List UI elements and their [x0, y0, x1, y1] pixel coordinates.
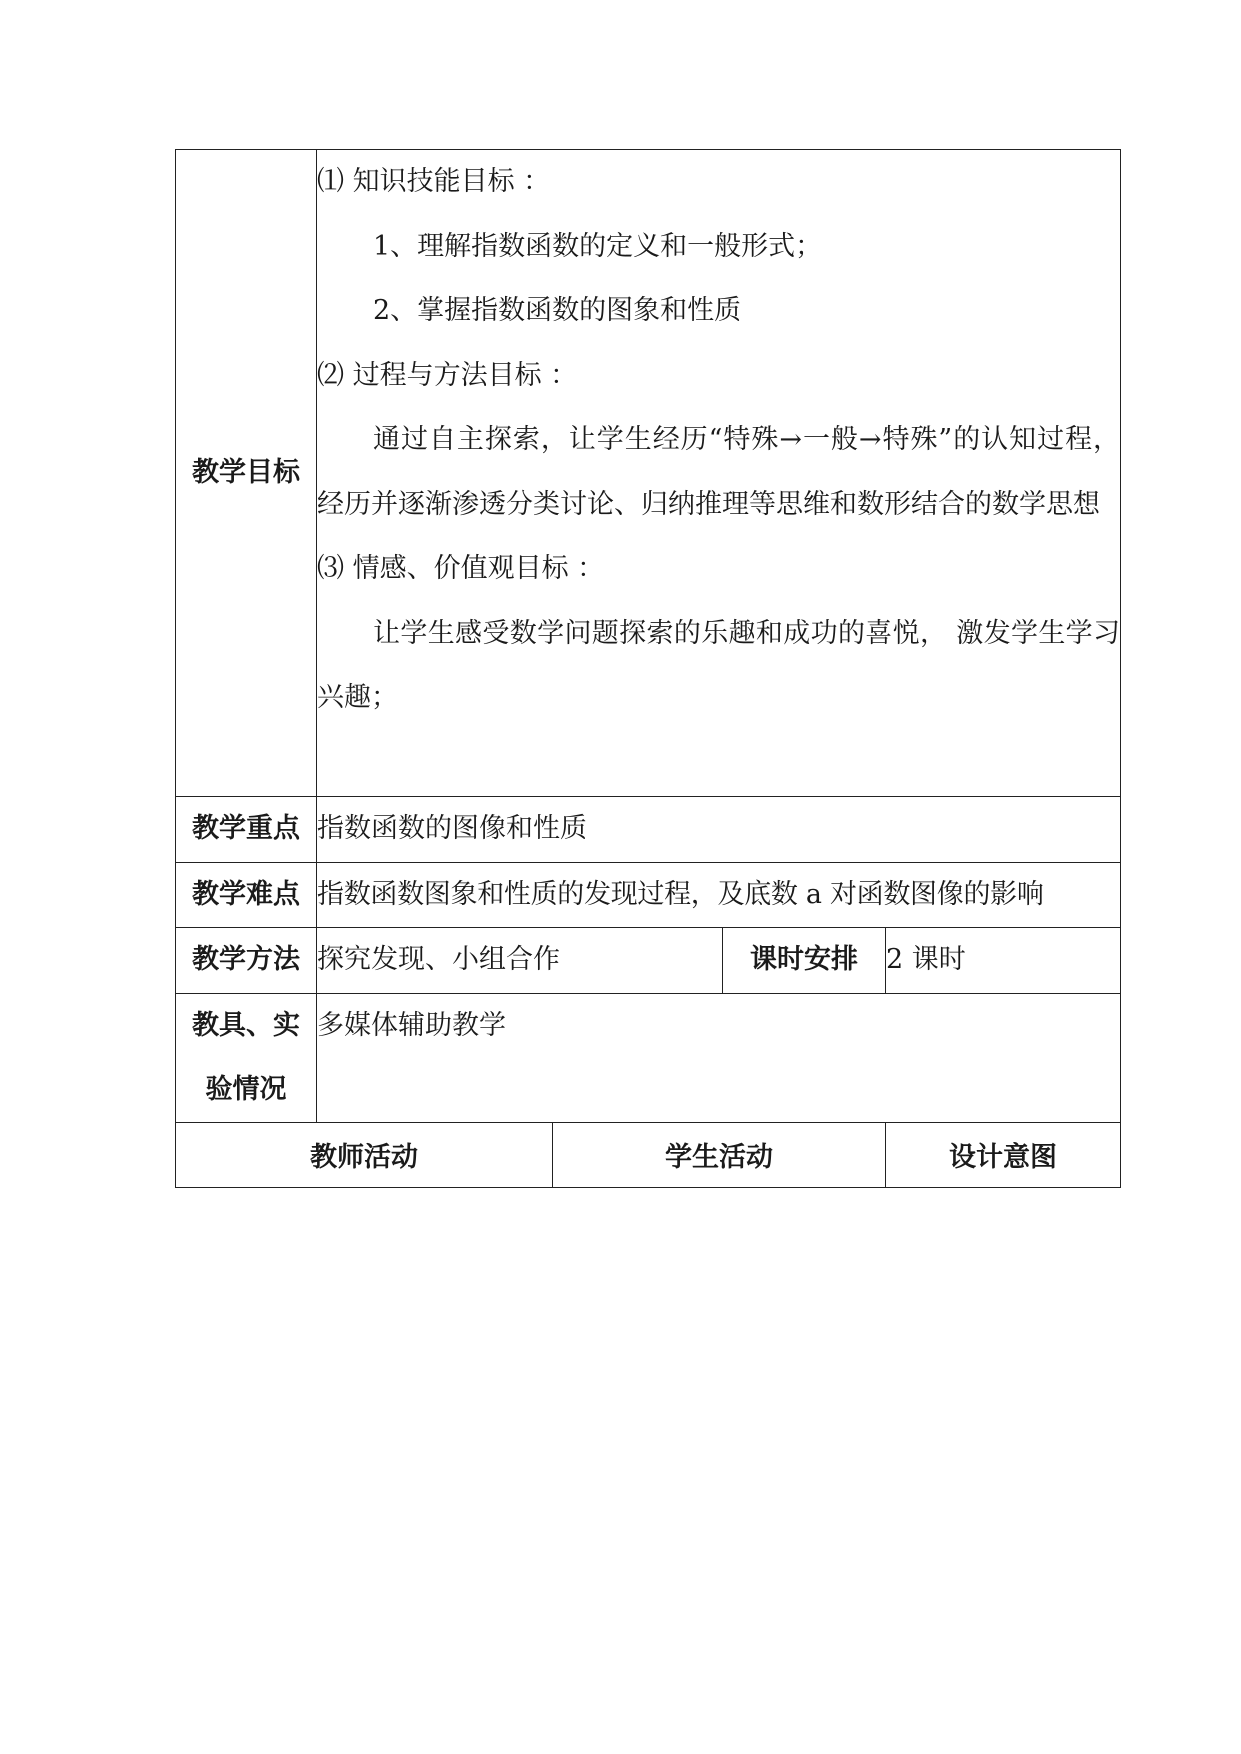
schedule-value: 2 课时	[886, 928, 1121, 994]
objectives-content	[317, 150, 1121, 797]
schedule-label: 课时安排	[723, 928, 886, 994]
key-point-label: 教学重点	[176, 797, 317, 863]
knowledge-heading: ⑴ 知识技能目标 ：	[317, 166, 551, 197]
method-label: 教学方法	[176, 928, 317, 994]
key-point-value: 指数函数的图像和性质	[317, 797, 1121, 863]
activity-header-row	[176, 1122, 1121, 1187]
design-intent-header: 设计意图	[886, 1122, 1121, 1187]
difficulty-label: 教学难点	[176, 862, 317, 928]
emotion-heading: ⑶ 情感、价值观目标 ：	[317, 553, 605, 584]
equipment-row	[176, 993, 1121, 1122]
student-activity-header: 学生活动	[553, 1122, 886, 1187]
process-text: 通过自主探索，让学生经历“特殊→一般→特殊”的认知过程，经历并逐渐渗透分类讨论、归纳推理等思维和数形结合的数学思想	[317, 424, 1121, 520]
lesson-plan-table	[175, 149, 1121, 1188]
difficulty-row	[176, 862, 1121, 928]
equipment-label-line2: 验情况	[205, 1073, 287, 1105]
difficulty-value: 指数函数图象和性质的发现过程，及底数 a 对函数图像的影响	[317, 862, 1121, 928]
teacher-activity-header: 教师活动	[176, 1122, 553, 1187]
process-heading: ⑵ 过程与方法目标 ：	[317, 359, 578, 391]
emotion-text: 让学生感受数学问题探索的乐趣和成功的喜悦， 激发学生学习兴趣；	[317, 617, 1121, 713]
equipment-label	[176, 993, 317, 1122]
objectives-label: 教学目标	[176, 150, 317, 797]
equipment-value: 多媒体辅助教学	[317, 993, 1121, 1122]
equipment-label-line1: 教具、实	[192, 1009, 300, 1041]
knowledge-item-1: 1、理解指数函数的定义和一般形式；	[373, 230, 823, 262]
method-value: 探究发现、小组合作	[317, 928, 723, 994]
method-row	[176, 928, 1121, 994]
key-point-row	[176, 797, 1121, 863]
knowledge-item-2: 2、掌握指数函数的图象和性质	[373, 295, 742, 326]
objectives-row	[176, 150, 1121, 797]
